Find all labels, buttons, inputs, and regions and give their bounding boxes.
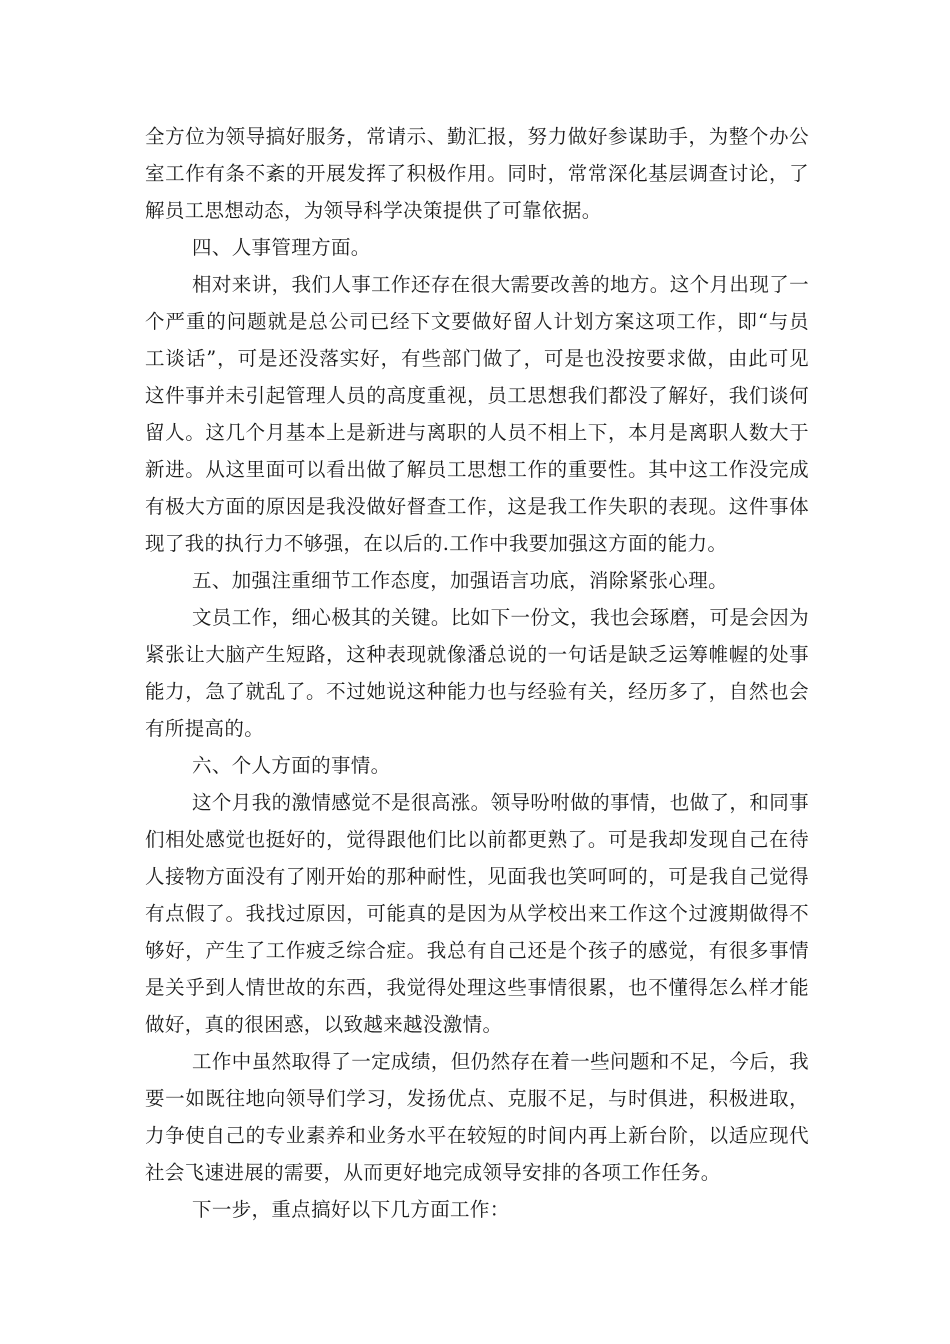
paragraph-summary: 工作中虽然取得了一定成绩，但仍然存在着一些问题和不足，今后，我要一如既往地向领导们学习，发扬优点、克服不足，与时俱进，积极进取，力争使自己的专业素养和业务水平在较短的时间内再上新台阶，以适应现代社会飞速进展的需要，从而更好地完成领导安排的各项工作任务。 — [145, 1050, 809, 1184]
section-heading-personnel: 四、人事管理方面。 — [192, 236, 371, 259]
paragraph-personal: 这个月我的激情感觉不是很高涨。领导吩咐做的事情，也做了，和同事们相处感觉也挺好的，觉得跟他们比以前都更熟了。可是我却发现自己在待人接物方面没有了刚开始的那种耐性，见面我也笑呵呵的，可是我自己觉得有点假了。我找过原因，可能真的是因为从学校出来工作这个过渡期做得不够好，产生了工作疲乏综合症。我总有自己还是个孩子的感觉，有很多事情是关乎到人情世故的东西，我觉得处理这些事情很累，也不懂得怎么样才能做好，真的很困惑，以致越来越没激情。 — [145, 791, 809, 1036]
section-heading-details: 五、加强注重细节工作态度，加强语言功底，消除紧张心理。 — [192, 569, 728, 592]
document-body — [145, 118, 809, 1228]
section-heading-personal: 六、个人方面的事情。 — [192, 754, 391, 777]
paragraph-next-steps: 下一步，重点搞好以下几方面工作： — [192, 1198, 510, 1221]
paragraph-service: 全方位为领导搞好服务，常请示、勤汇报，努力做好参谋助手，为整个办公室工作有条不紊的开展发挥了积极作用。同时，常常深化基层调查讨论，了解员工思想动态，为领导科学决策提供了可靠依据。 — [145, 125, 809, 222]
paragraph-details: 文员工作，细心极其的关键。比如下一份文，我也会琢磨，可是会因为紧张让大脑产生短路，这种表现就像潘总说的一句话是缺乏运筹帷幄的处事能力，急了就乱了。不过她说这种能力也与经验有关，经历多了，自然也会有所提高的。 — [145, 606, 809, 740]
paragraph-personnel: 相对来讲，我们人事工作还存在很大需要改善的地方。这个月出现了一个严重的问题就是总公司已经下文要做好留人计划方案这项工作，即“与员工谈话”，可是还没落实好，有些部门做了，可是也没按要求做，由此可见这件事并未引起管理人员的高度重视，员工思想我们都没了解好，我们谈何留人。这几个月基本上是新进与离职的人员不相上下，本月是离职人数大于新进。从这里面可以看出做了解员工思想工作的重要性。其中这工作没完成有极大方面的原因是我没做好督查工作，这是我工作失职的表现。这件事体现了我的执行力不够强，在以后的.工作中我要加强这方面的能力。 — [145, 273, 809, 555]
